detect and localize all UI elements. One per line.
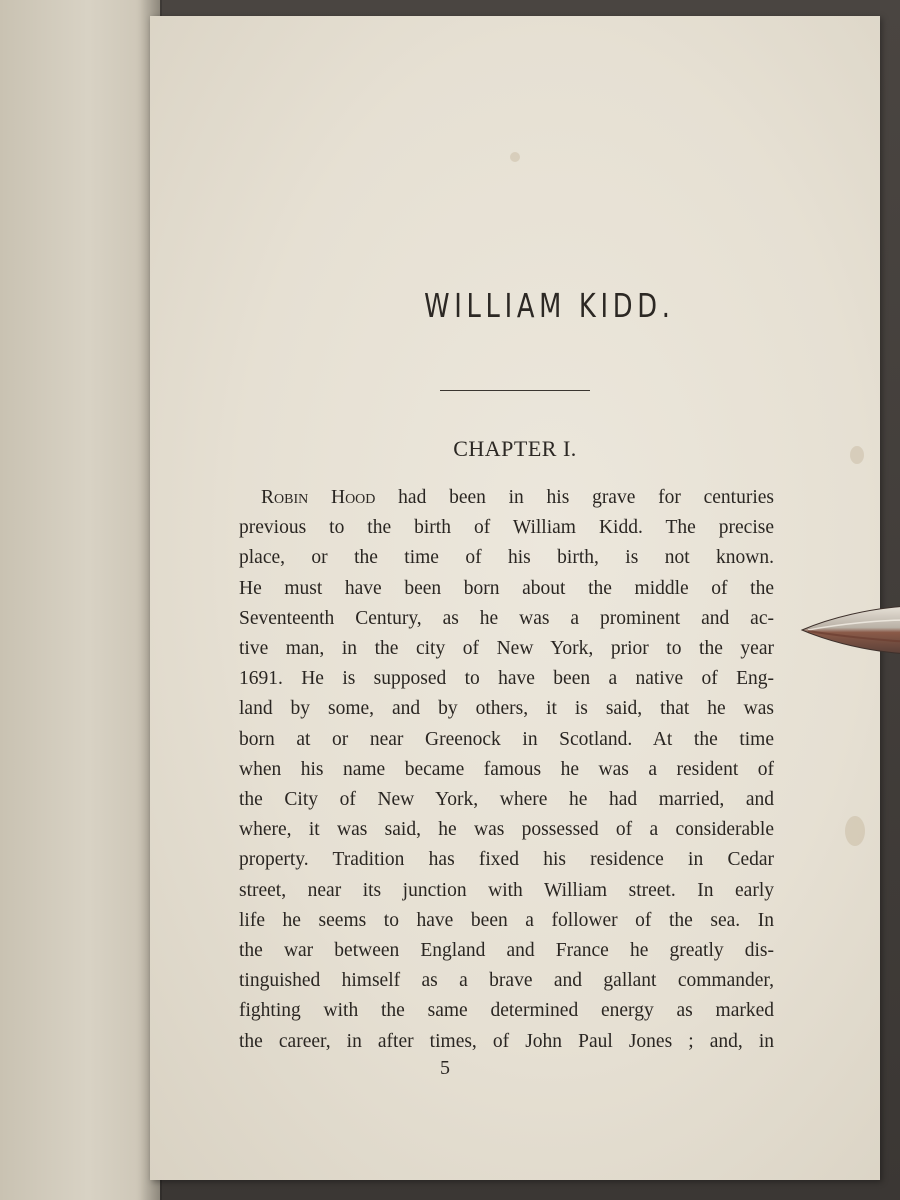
text-line: where, it was said, he was possessed of a considerable <box>239 819 774 841</box>
text-line <box>239 483 774 513</box>
page-number: 5 <box>440 1057 450 1079</box>
text-line: place, or the time of his birth, is not known. <box>239 547 774 569</box>
foxing-spot <box>845 816 865 846</box>
text-line: tive man, in the city of New York, prior to the year <box>239 638 774 660</box>
opening-line-text: had been in his grave for centuries <box>375 487 774 508</box>
text-line: life he seems to have been a follower of the sea. In <box>239 909 774 931</box>
chapter-heading: CHAPTER I. <box>453 436 577 461</box>
text-line: property. Tradition has fixed his residence in Cedar <box>239 849 774 871</box>
page-title: WILLIAM KIDD. <box>424 286 675 325</box>
text-line: He must have been born about the middle of the <box>239 577 774 599</box>
left-page-edge <box>0 0 160 1200</box>
text-line: 1691. He is supposed to have been a native of Eng- <box>239 668 774 690</box>
text-line: tinguished himself as a brave and gallant commander, <box>239 970 774 992</box>
foxing-spot <box>510 152 520 162</box>
opening-small-caps: Robin Hood <box>261 487 376 508</box>
text-line: the City of New York, where he had married, and <box>239 789 774 811</box>
title-rule <box>440 390 590 391</box>
text-line: when his name became famous he was a resident of <box>239 758 774 780</box>
body-text <box>239 483 774 1057</box>
text-line: land by some, and by others, it is said, that he was <box>239 698 774 720</box>
metal-pointer-bookmark <box>800 602 900 658</box>
text-line: previous to the birth of William Kidd. The precise <box>239 517 774 539</box>
text-line: street, near its junction with William street. In early <box>239 879 774 901</box>
text-line: fighting with the same determined energy as marked <box>239 1000 774 1022</box>
text-line: born at or near Greenock in Scotland. At the time <box>239 728 774 750</box>
book-page <box>150 16 880 1180</box>
text-line: the war between England and France he greatly dis- <box>239 940 774 962</box>
text-line: the career, in after times, of John Paul Jones ; and, in <box>239 1030 774 1052</box>
text-line: Seventeenth Century, as he was a prominent and ac- <box>239 607 774 629</box>
